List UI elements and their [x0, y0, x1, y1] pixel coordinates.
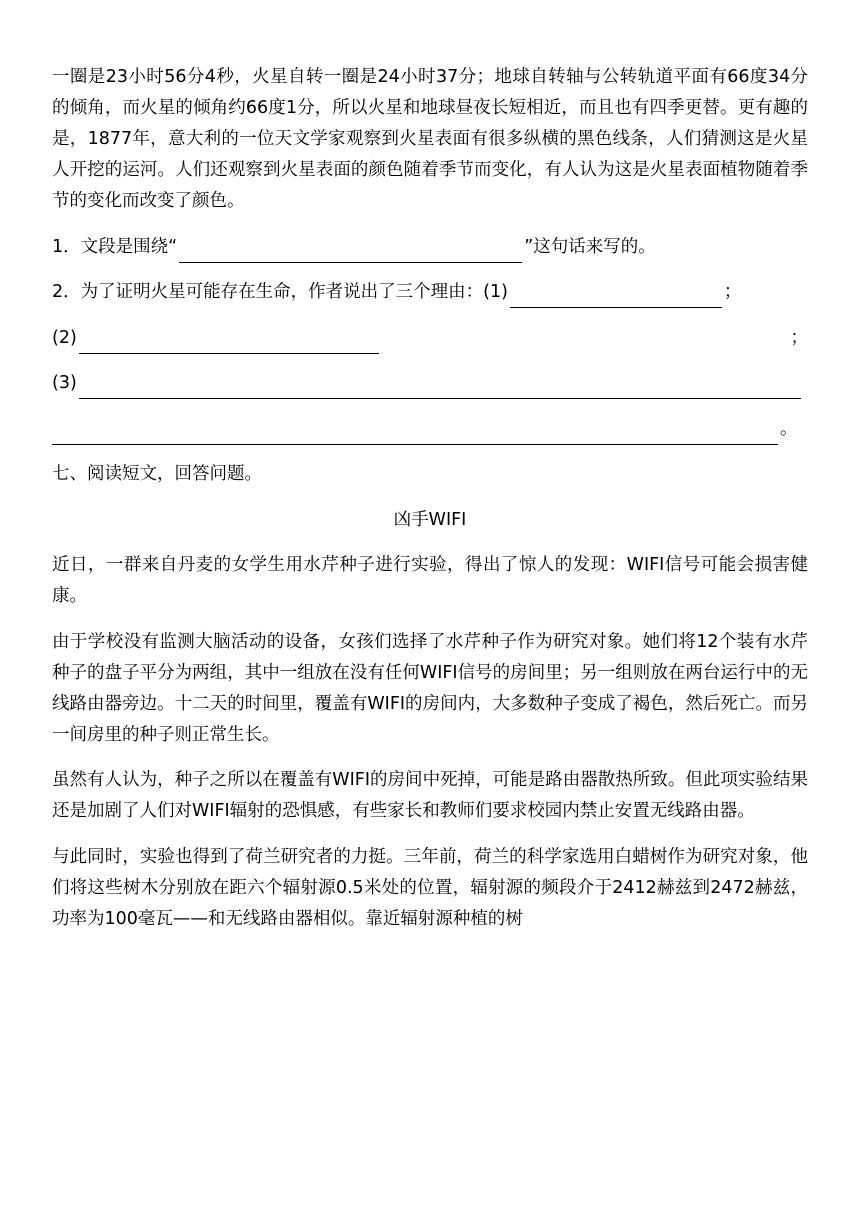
question-2-item-3	[52, 368, 808, 399]
paragraph: 虽然有人认为，种子之所以在覆盖有WIFI的房间中死掉，可能是路由器散热所致。但此项实验结果还是加剧了人们对WIFI辐射的恐惧感，有些家长和教师们要求校园内禁止安置无线路由器。	[52, 770, 808, 821]
question-2-item-3-continued	[52, 414, 808, 445]
article-body	[52, 550, 808, 935]
semicolon: ；	[790, 327, 808, 348]
article-title: 凶手WIFI	[393, 509, 467, 530]
question-1-prefix: 1．文段是围绕“	[52, 236, 178, 257]
question-1	[52, 232, 808, 263]
semicolon: ；	[723, 282, 742, 302]
document-page	[52, 62, 808, 949]
answer-blank[interactable]	[79, 374, 801, 399]
section-heading: 七、阅读短文，回答问题。	[52, 464, 262, 484]
paragraph: 由于学校没有监测大脑活动的设备，女孩们选择了水芹种子作为研究对象。她们将12个装有水芹种子的盘子平分为两组，其中一组放在没有任何WIFI信号的房间里；另一组则放在两台运行中的无线路由器旁边。十二天的时间里，覆盖有WIFI的房间内，大多数种子变成了褐色，然后死亡。而另一间房里的种子则正常生长。	[52, 631, 808, 745]
question-2	[52, 277, 808, 308]
paragraph: 一圈是23小时56分4秒，火星自转一圈是24小时37分；地球自转轴与公转轨道平面有66度34分的倾角，而火星的倾角约66度1分，所以火星和地球昼夜长短相近，而且也有四季更替。更有趣的是，1877年，意大利的一位天文学家观察到火星表面有很多纵横的黑色线条，人们猜测这是火星人开挖的运河。人们还观察到火星表面的颜色随着季节而变化，有人认为这是火星表面植物随着季节的变化而改变了颜色。	[52, 67, 808, 211]
answer-blank[interactable]	[52, 420, 778, 445]
item-3-label: (3)	[52, 373, 77, 393]
item-2-label: (2)	[52, 327, 77, 348]
question-1-suffix: ”这句话来写的。	[524, 236, 656, 257]
answer-blank[interactable]	[510, 283, 722, 308]
answer-blank[interactable]	[79, 329, 379, 354]
paragraph: 近日，一群来自丹麦的女学生用水芹种子进行实验，得出了惊人的发现：WIFI信号可能会损害健康。	[52, 555, 808, 606]
period: 。	[780, 418, 798, 439]
question-2-prefix: 2．为了证明火星可能存在生命，作者说出了三个理由：(1)	[52, 282, 508, 302]
question-2-item-2	[52, 323, 808, 354]
answer-blank[interactable]	[179, 238, 522, 263]
passage-top	[52, 62, 808, 217]
paragraph: 与此同时，实验也得到了荷兰研究者的力挺。三年前，荷兰的科学家选用白蜡树作为研究对象，他们将这些树木分别放在距六个辐射源0.5米处的位置，辐射源的频段介于2412赫兹到2472赫兹，功率为100毫瓦——和无线路由器相似。靠近辐射源种植的树	[52, 846, 808, 929]
